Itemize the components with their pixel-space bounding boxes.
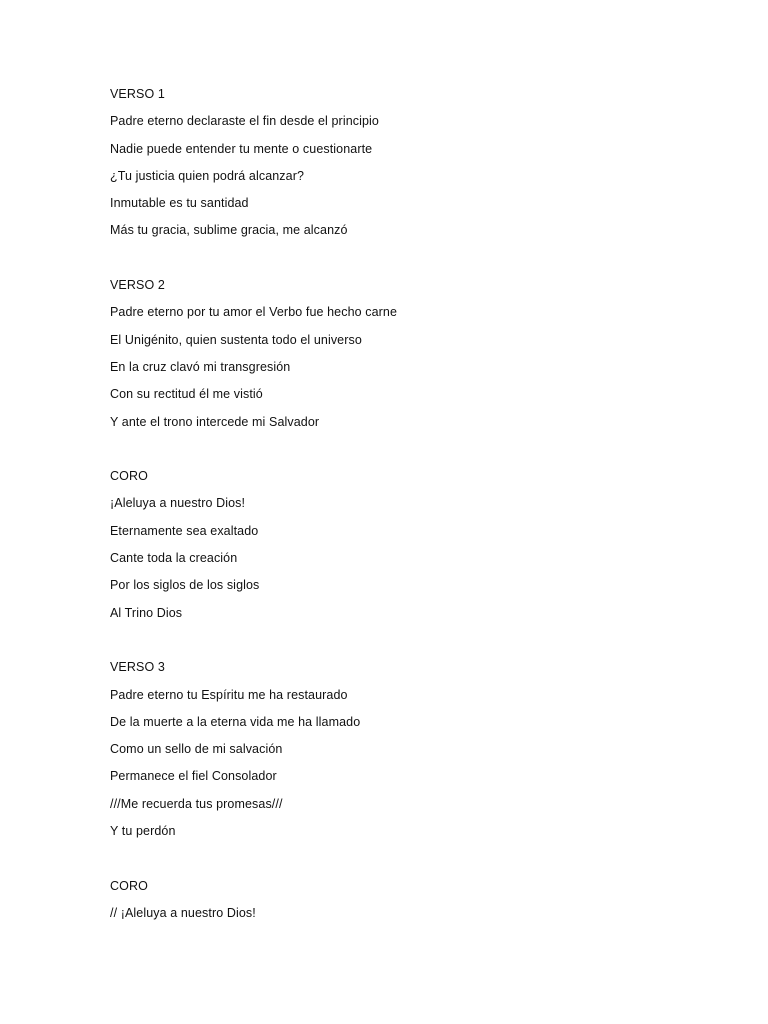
- lyric-line: Inmutable es tu santidad: [110, 196, 249, 211]
- lyric-line: Cante toda la creación: [110, 551, 238, 566]
- section-heading: CORO: [110, 469, 148, 484]
- lyric-line: ¡Aleluya a nuestro Dios!: [110, 496, 246, 511]
- lyric-line: El Unigénito, quien sustenta todo el universo: [110, 332, 362, 347]
- section-coro-repeat: [110, 878, 728, 922]
- lyric-line: Permanece el fiel Consolador: [110, 769, 277, 784]
- lyric-line: ¿Tu justicia quien podrá alcanzar?: [110, 168, 305, 183]
- section-heading: VERSO 2: [110, 278, 165, 293]
- lyric-line: De la muerte a la eterna vida me ha llamado: [110, 714, 361, 729]
- section-verso-2: [110, 277, 728, 430]
- section-heading: CORO: [110, 878, 148, 893]
- lyric-line: Padre eterno tu Espíritu me ha restaurado: [110, 687, 348, 702]
- lyric-line: Con su rectitud él me vistió: [110, 387, 263, 402]
- section-verso-1: [110, 86, 728, 239]
- section-coro: [110, 468, 728, 621]
- lyric-line: Padre eterno declaraste el fin desde el principio: [110, 114, 379, 129]
- lyrics-document: [110, 86, 728, 922]
- lyric-line: Por los siglos de los siglos: [110, 578, 260, 593]
- lyric-line: ///Me recuerda tus promesas///: [110, 796, 283, 811]
- lyric-line: Eternamente sea exaltado: [110, 523, 259, 538]
- lyric-line: Más tu gracia, sublime gracia, me alcanzó: [110, 223, 348, 238]
- lyric-line: En la cruz clavó mi transgresión: [110, 359, 291, 374]
- section-heading: VERSO 3: [110, 660, 165, 675]
- lyric-line: Como un sello de mi salvación: [110, 742, 283, 757]
- lyric-line: Y tu perdón: [110, 824, 176, 839]
- lyric-line: Y ante el trono intercede mi Salvador: [110, 414, 320, 429]
- section-verso-3: [110, 659, 728, 840]
- lyric-line: // ¡Aleluya a nuestro Dios!: [110, 905, 256, 920]
- lyric-line: Al Trino Dios: [110, 605, 183, 620]
- lyric-line: Padre eterno por tu amor el Verbo fue hecho carne: [110, 305, 398, 320]
- section-heading: VERSO 1: [110, 87, 165, 101]
- lyric-line: Nadie puede entender tu mente o cuestionarte: [110, 141, 373, 156]
